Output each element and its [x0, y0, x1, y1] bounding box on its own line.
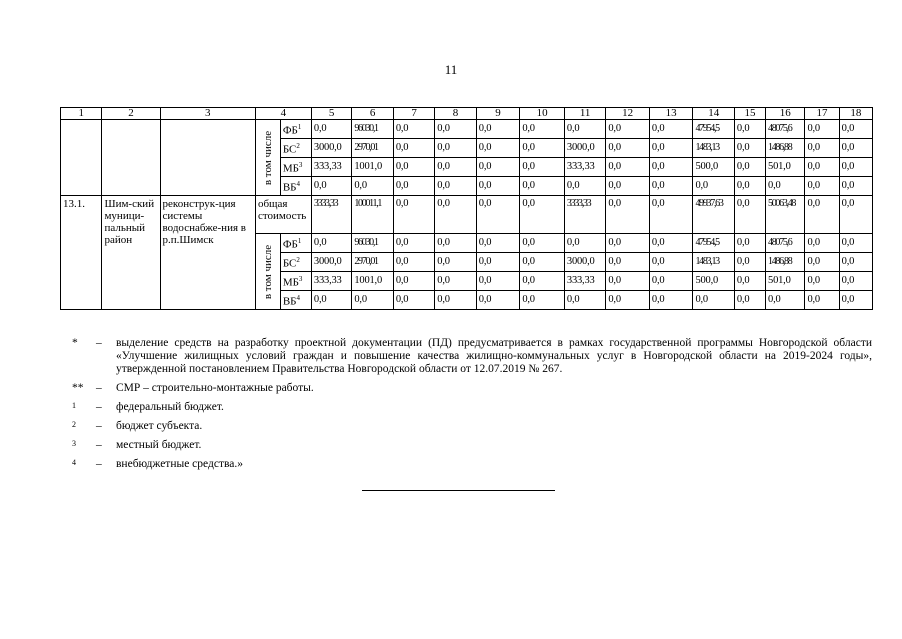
table-row [61, 120, 873, 139]
value-cell: 0,0 [393, 177, 434, 196]
value-cell: 3000,0 [311, 253, 351, 272]
value-cell: 0,0 [311, 177, 351, 196]
header-cell: 16 [766, 108, 805, 120]
total-value-cell: 0,0 [606, 196, 650, 234]
vertical-label-cell [255, 120, 280, 196]
value-cell: 0,0 [839, 253, 872, 272]
source-label: $ВБ^4$ [280, 291, 311, 310]
value-cell: 0,0 [476, 253, 520, 272]
footnote-text: бюджет субъекта. [116, 420, 203, 432]
value-cell: 0,0 [734, 120, 765, 139]
header-cell: 4 [255, 108, 311, 120]
empty-cell [102, 120, 160, 196]
source-label: $БС^2$ [280, 253, 311, 272]
total-row [61, 196, 873, 234]
total-value-cell: 0,0 [476, 196, 520, 234]
value-cell: 0,0 [520, 120, 565, 139]
value-cell: 0,0 [805, 139, 839, 158]
footnote-text: выделение средств на разработку проектной документации (ПД) предусматривается в рамках государственной программы Новгородской области «Улучшение жилищных условий граждан и повышение качества жилищно-коммунальных услуг в Новгородской области на 2019-2024 годы», утвержденной постановлением Правительства Новгородской области от 12.07.2019 № 267. [116, 337, 872, 375]
header-cell: 11 [564, 108, 605, 120]
header-cell: 5 [311, 108, 351, 120]
value-cell: 0,0 [393, 272, 434, 291]
footnote [72, 439, 872, 452]
value-cell: 3000,0 [311, 139, 351, 158]
value-cell: 1486,88 [766, 139, 805, 158]
value-cell: 0,0 [734, 177, 765, 196]
value-cell: 0,0 [435, 120, 476, 139]
footnote [72, 337, 872, 376]
value-cell: 0,0 [393, 291, 434, 310]
source-label: $МБ^3$ [280, 158, 311, 177]
value-cell: 0,0 [393, 253, 434, 272]
value-cell: 0,0 [352, 291, 393, 310]
footnote [72, 458, 872, 471]
value-cell: 0,0 [476, 158, 520, 177]
header-cell: 13 [649, 108, 693, 120]
value-cell: 0,0 [476, 234, 520, 253]
value-cell: 0,0 [606, 139, 650, 158]
value-cell: 0,0 [520, 158, 565, 177]
header-row [61, 108, 873, 120]
source-label: $ВБ^4$ [280, 177, 311, 196]
footnote [72, 401, 872, 414]
value-cell: 0,0 [649, 272, 693, 291]
value-cell: 0,0 [435, 139, 476, 158]
value-cell: 0,0 [839, 291, 872, 310]
value-cell: 501,0 [766, 158, 805, 177]
value-cell: 47954,5 [693, 234, 734, 253]
value-cell: 2970,01 [352, 253, 393, 272]
value-cell: 0,0 [805, 291, 839, 310]
value-cell: 0,0 [311, 120, 351, 139]
header-cell: 10 [520, 108, 565, 120]
footnote-mark: ** [72, 382, 84, 394]
value-cell: 0,0 [435, 158, 476, 177]
source-label: $МБ^3$ [280, 272, 311, 291]
footnote-text: местный бюджет. [116, 439, 202, 451]
header-cell: 9 [476, 108, 520, 120]
total-value-cell: 0,0 [805, 196, 839, 234]
header-cell: 15 [734, 108, 765, 120]
header-cell: 2 [102, 108, 160, 120]
header-cell: 8 [435, 108, 476, 120]
footnote-mark: 4 [72, 458, 76, 467]
total-value-cell: 0,0 [839, 196, 872, 234]
project-name: реконструк-ция системы водоснабже-ния в р.п.Шимск [160, 196, 255, 310]
header-cell: 6 [352, 108, 393, 120]
value-cell: 0,0 [649, 158, 693, 177]
value-cell: 96030,1 [352, 234, 393, 253]
value-cell: 0,0 [311, 234, 351, 253]
value-cell: 0,0 [805, 253, 839, 272]
value-cell: 0,0 [435, 253, 476, 272]
empty-cell [61, 120, 102, 196]
value-cell: 0,0 [805, 158, 839, 177]
value-cell: 0,0 [311, 291, 351, 310]
district-name: Шим-ский муници-пальный район [102, 196, 160, 310]
source-label: $ФБ^1$ [280, 120, 311, 139]
total-value-cell: 49937,63 [693, 196, 734, 234]
value-cell: 2970,01 [352, 139, 393, 158]
value-cell: 3000,0 [564, 253, 605, 272]
value-cell: 0,0 [805, 120, 839, 139]
value-cell: 0,0 [393, 158, 434, 177]
value-cell: 0,0 [476, 177, 520, 196]
value-cell: 0,0 [839, 272, 872, 291]
footnote-mark: 3 [72, 439, 76, 448]
value-cell: 0,0 [435, 234, 476, 253]
value-cell: 0,0 [805, 272, 839, 291]
footnote-text: внебюджетные средства.» [116, 458, 243, 470]
value-cell: 0,0 [520, 139, 565, 158]
footnotes [72, 337, 872, 477]
value-cell: 0,0 [805, 177, 839, 196]
vertical-label: в том числе [261, 130, 274, 185]
value-cell: 0,0 [606, 158, 650, 177]
value-cell: 500,0 [693, 158, 734, 177]
value-cell: 0,0 [564, 291, 605, 310]
value-cell: 0,0 [839, 177, 872, 196]
header-cell: 3 [160, 108, 255, 120]
value-cell: 48075,6 [766, 234, 805, 253]
value-cell: 0,0 [564, 234, 605, 253]
total-value-cell: 3333,33 [564, 196, 605, 234]
value-cell: 0,0 [649, 253, 693, 272]
value-cell: 0,0 [693, 177, 734, 196]
total-value-cell: 0,0 [520, 196, 565, 234]
page-number: 11 [444, 62, 458, 77]
value-cell: 0,0 [606, 272, 650, 291]
value-cell: 0,0 [734, 158, 765, 177]
value-cell: 0,0 [839, 120, 872, 139]
value-cell: 0,0 [476, 272, 520, 291]
value-cell: 0,0 [649, 120, 693, 139]
value-cell: 0,0 [606, 291, 650, 310]
value-cell: 0,0 [734, 272, 765, 291]
header-cell: 18 [839, 108, 872, 120]
value-cell: 0,0 [649, 177, 693, 196]
vertical-label-cell [255, 234, 280, 310]
value-cell: 0,0 [649, 291, 693, 310]
end-divider [362, 490, 555, 491]
value-cell: 501,0 [766, 272, 805, 291]
total-value-cell: 50063,48 [766, 196, 805, 234]
value-cell: 0,0 [435, 177, 476, 196]
value-cell: 0,0 [476, 139, 520, 158]
value-cell: 0,0 [734, 253, 765, 272]
footnote-text: федеральный бюджет. [116, 401, 224, 413]
footnote [72, 382, 872, 395]
value-cell: 0,0 [435, 272, 476, 291]
total-label: общая стоимость [255, 196, 311, 234]
footnote-dash: – [96, 420, 102, 432]
footnote-mark: * [72, 337, 78, 349]
budget-table [60, 107, 873, 310]
footnote-dash: – [96, 382, 102, 394]
item-number: 13.1. [61, 196, 102, 310]
value-cell: 3000,0 [564, 139, 605, 158]
value-cell: 0,0 [393, 234, 434, 253]
header-cell: 14 [693, 108, 734, 120]
value-cell: 0,0 [766, 177, 805, 196]
footnote-mark: 2 [72, 420, 76, 429]
value-cell: 500,0 [693, 272, 734, 291]
total-value-cell: 0,0 [393, 196, 434, 234]
total-value-cell: 0,0 [649, 196, 693, 234]
value-cell: 0,0 [606, 253, 650, 272]
value-cell: 0,0 [805, 234, 839, 253]
header-cell: 12 [606, 108, 650, 120]
value-cell: 0,0 [606, 120, 650, 139]
value-cell: 96030,1 [352, 120, 393, 139]
value-cell: 0,0 [693, 291, 734, 310]
value-cell: 1486,88 [766, 253, 805, 272]
value-cell: 0,0 [520, 177, 565, 196]
footnote [72, 420, 872, 433]
footnote-dash: – [96, 337, 102, 349]
value-cell: 0,0 [393, 120, 434, 139]
header-cell: 17 [805, 108, 839, 120]
footnote-dash: – [96, 401, 102, 413]
footnote-dash: – [96, 458, 102, 470]
footnote-mark: 1 [72, 401, 76, 410]
header-cell: 7 [393, 108, 434, 120]
empty-cell [160, 120, 255, 196]
value-cell: 0,0 [520, 253, 565, 272]
value-cell: 0,0 [393, 139, 434, 158]
total-value-cell: 100011,1 [352, 196, 393, 234]
value-cell: 0,0 [520, 272, 565, 291]
header-cell: 1 [61, 108, 102, 120]
value-cell: 0,0 [476, 120, 520, 139]
total-value-cell: 3333,33 [311, 196, 351, 234]
value-cell: 0,0 [520, 291, 565, 310]
value-cell: 333,33 [311, 272, 351, 291]
value-cell: 0,0 [839, 234, 872, 253]
source-label: $БС^2$ [280, 139, 311, 158]
value-cell: 0,0 [606, 177, 650, 196]
value-cell: 48075,6 [766, 120, 805, 139]
value-cell: 333,33 [564, 272, 605, 291]
value-cell: 47954,5 [693, 120, 734, 139]
value-cell: 0,0 [734, 234, 765, 253]
value-cell: 0,0 [564, 120, 605, 139]
value-cell: 0,0 [649, 139, 693, 158]
value-cell: 0,0 [734, 291, 765, 310]
value-cell: 0,0 [435, 291, 476, 310]
footnote-dash: – [96, 439, 102, 451]
value-cell: 0,0 [766, 291, 805, 310]
value-cell: 0,0 [520, 234, 565, 253]
vertical-label: в том числе [261, 244, 274, 299]
source-label: $ФБ^1$ [280, 234, 311, 253]
value-cell: 0,0 [734, 139, 765, 158]
value-cell: 0,0 [476, 291, 520, 310]
footnote-text: СМР – строительно-монтажные работы. [116, 382, 314, 394]
value-cell: 333,33 [564, 158, 605, 177]
value-cell: 0,0 [564, 177, 605, 196]
total-value-cell: 0,0 [435, 196, 476, 234]
value-cell: 1483,13 [693, 139, 734, 158]
value-cell: 333,33 [311, 158, 351, 177]
value-cell: 0,0 [352, 177, 393, 196]
value-cell: 0,0 [649, 234, 693, 253]
value-cell: 1001,0 [352, 158, 393, 177]
value-cell: 1001,0 [352, 272, 393, 291]
value-cell: 0,0 [839, 139, 872, 158]
total-value-cell: 0,0 [734, 196, 765, 234]
value-cell: 1483,13 [693, 253, 734, 272]
value-cell: 0,0 [839, 158, 872, 177]
value-cell: 0,0 [606, 234, 650, 253]
